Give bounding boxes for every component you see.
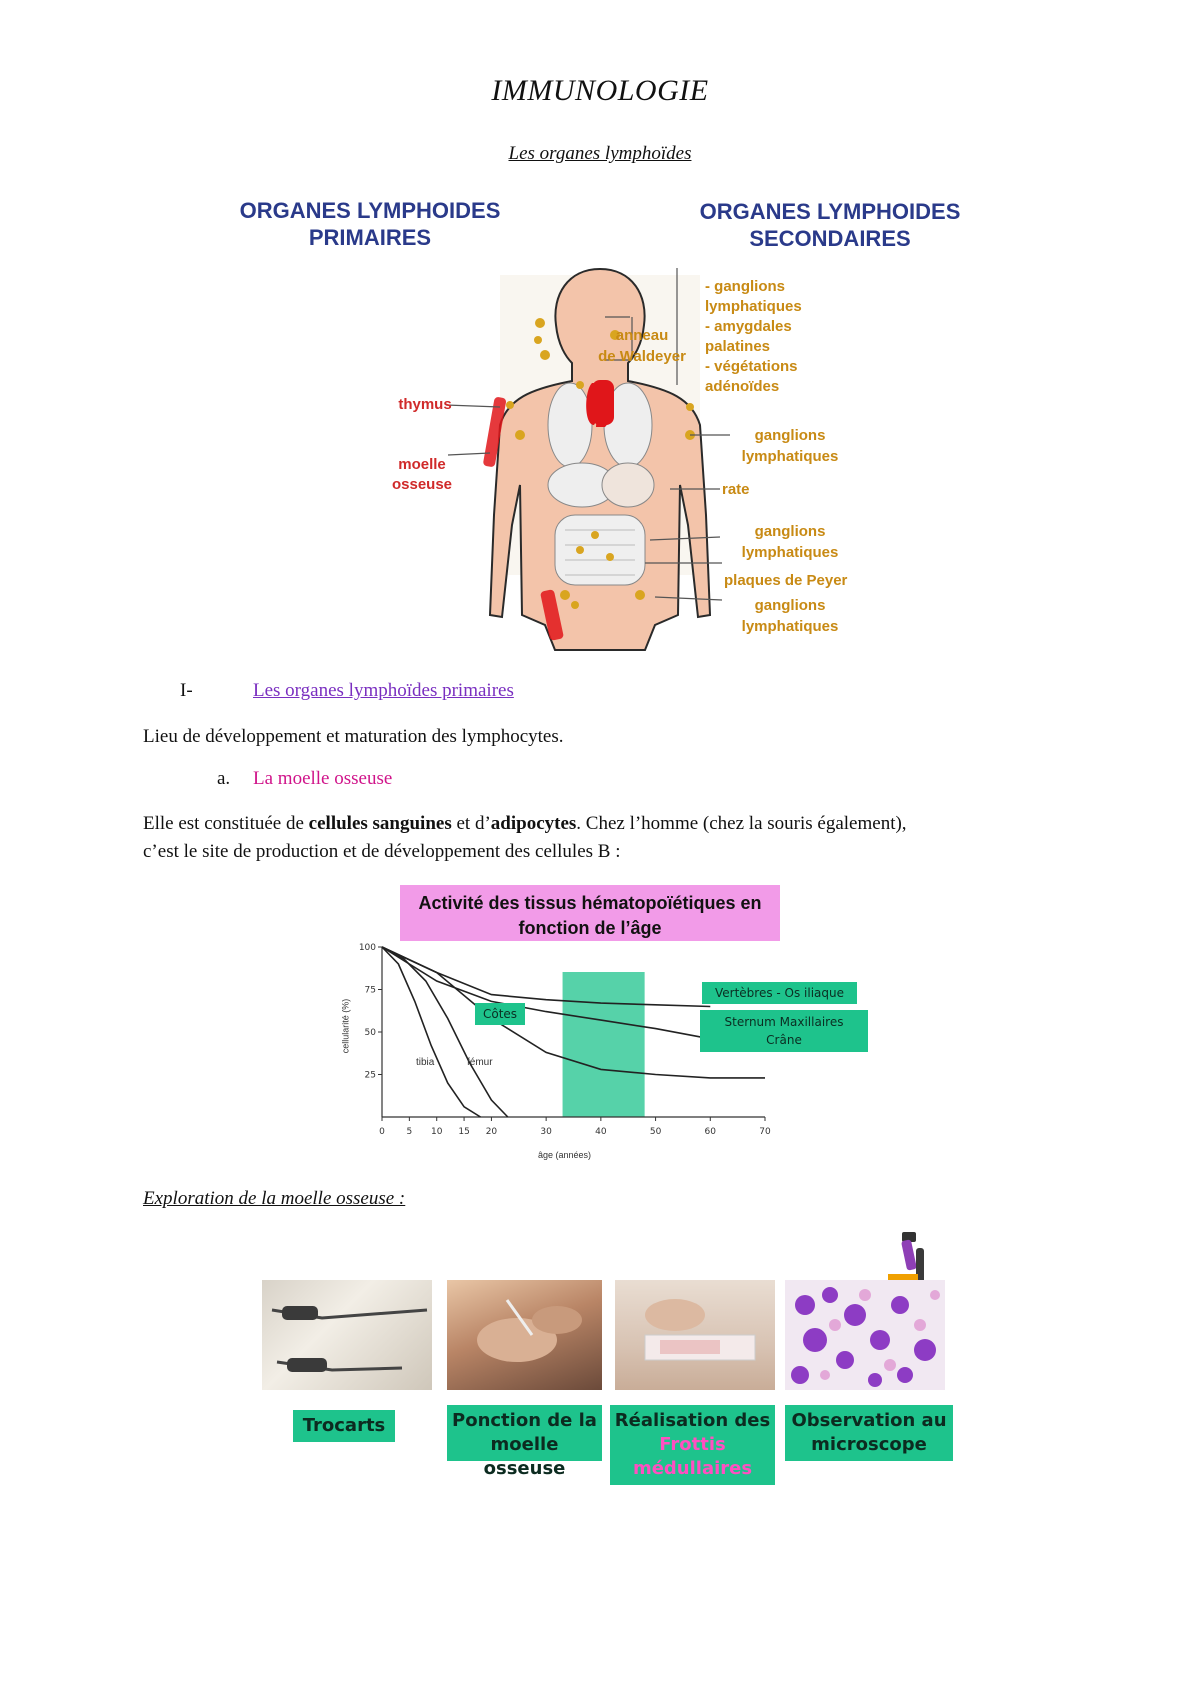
- label-tibia: tibia: [416, 1057, 435, 1068]
- series-line-3: [382, 947, 710, 1039]
- page-subtitle: Les organes lymphoïdes: [508, 143, 692, 164]
- subsection-letter: a.: [217, 768, 231, 789]
- heading-secondary: ORGANES LYMPHOIDES SECONDAIRES: [699, 199, 961, 251]
- label-ganglions-2: ganglions lymphatiques: [741, 523, 839, 561]
- ponction-hands: [447, 1280, 602, 1390]
- label-waldeyer-list: - ganglions lymphatiques - amygdales palatines - végétations adénoïdes: [705, 278, 802, 395]
- caption-ponction: Ponction de la moelle osseuse: [447, 1405, 602, 1461]
- section-intro: Lieu de développement et maturation des lymphocytes.: [143, 726, 564, 747]
- label-vertebres: Vertèbres - Os iliaque: [702, 982, 857, 1004]
- photo-frottis: [615, 1280, 775, 1390]
- y-tick-label: 25: [364, 1070, 376, 1081]
- y-tick-label: 100: [358, 943, 376, 953]
- label-thymus: thymus: [398, 396, 452, 413]
- x-tick-label: 50: [649, 1127, 662, 1137]
- label-cotes: Côtes: [475, 1003, 525, 1025]
- frottis-slide: [615, 1280, 775, 1390]
- photo-trocarts: [262, 1280, 432, 1390]
- x-tick-label: 60: [704, 1127, 717, 1137]
- heading-primary: ORGANES LYMPHOIDES PRIMAIRES: [239, 198, 501, 250]
- page-title: IMMUNOLOGIE: [491, 74, 709, 107]
- microscope-cells: [785, 1280, 945, 1390]
- y-axis-label: cellularité (%): [340, 998, 351, 1054]
- x-tick-label: 5: [406, 1127, 413, 1137]
- x-tick-label: 30: [540, 1127, 552, 1137]
- paragraph-line-1: Elle est constituée de cellules sanguines et d’adipocytes. Chez l’homme (chez la souris également),: [143, 813, 907, 834]
- lymphoid-organs-diagram: [200, 185, 1000, 655]
- exploration-heading: Exploration de la moelle osseuse :: [143, 1188, 406, 1209]
- y-tick-label: 75: [364, 985, 376, 996]
- label-ganglions-1: ganglions lymphatiques: [741, 427, 839, 465]
- caption-observation: Observation au microscope: [785, 1405, 953, 1461]
- label-sternum: Sternum Maxillaires Crâne: [700, 1010, 868, 1052]
- x-tick-label: 70: [759, 1127, 771, 1137]
- photo-microscope: [785, 1280, 945, 1390]
- label-anneau-waldeyer: anneau de Waldeyer: [598, 327, 686, 365]
- x-tick-label: 0: [379, 1127, 385, 1137]
- series-line-0: [382, 947, 481, 1117]
- paragraph-line-2: c’est le site de production et de développement des cellules B :: [143, 841, 621, 862]
- stomach: [602, 463, 654, 507]
- caption-frottis: Frottis: [659, 1434, 726, 1455]
- trocart-needles: [262, 1280, 432, 1390]
- x-axis-label: âge (années): [538, 1150, 592, 1160]
- lung-left: [548, 383, 592, 467]
- hematopoiesis-chart: [340, 885, 870, 1170]
- section-title[interactable]: Les organes lymphoïdes primaires: [253, 680, 514, 701]
- label-plaques-peyer: plaques de Peyer: [724, 572, 848, 589]
- caption-realisation: Réalisation des Frottis médullaires: [610, 1405, 775, 1485]
- series-line-1: [382, 947, 508, 1117]
- subsection-title: La moelle osseuse: [253, 768, 393, 789]
- x-tick-label: 10: [430, 1127, 443, 1137]
- label-ganglions-3: ganglions lymphatiques: [741, 597, 839, 635]
- x-tick-label: 40: [595, 1127, 607, 1137]
- label-moelle-osseuse: moelle osseuse: [391, 456, 453, 493]
- x-tick-label: 15: [458, 1127, 470, 1137]
- caption-trocarts: Trocarts: [293, 1410, 395, 1442]
- highlight-band: [563, 972, 645, 1117]
- y-tick-label: 50: [364, 1028, 376, 1038]
- caption-medullaires: médullaires: [632, 1458, 753, 1479]
- moelle-paragraph: [143, 810, 1083, 866]
- label-femur: fémur: [467, 1057, 493, 1068]
- x-tick-label: 20: [485, 1127, 498, 1137]
- photo-ponction: [447, 1280, 602, 1390]
- section-number: I-: [180, 680, 193, 701]
- chart-title: Activité des tissus hématopoïétiques en fonction de l’âge: [400, 885, 780, 941]
- label-rate: rate: [722, 481, 750, 498]
- body-illustration: [200, 185, 1000, 655]
